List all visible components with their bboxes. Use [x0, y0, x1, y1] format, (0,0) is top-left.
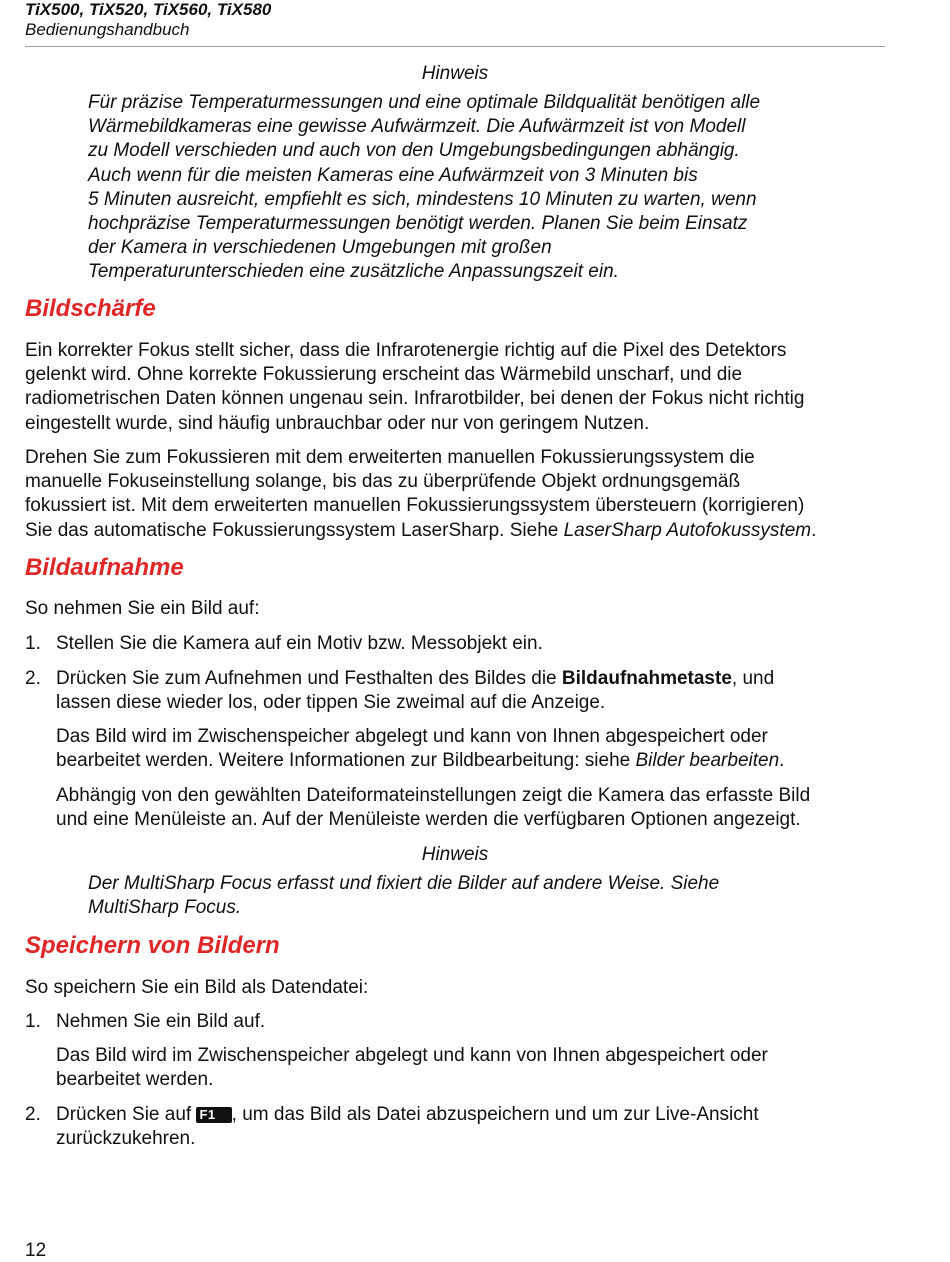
- lasersharp-link[interactable]: LaserSharp Autofokussystem: [563, 519, 812, 541]
- step-number: 2.: [25, 1104, 41, 1125]
- capture-step-1: Stellen Sie die Kamera auf ein Motiv bzw. Messobjekt ein.: [56, 633, 543, 654]
- note-label: Hinweis: [421, 63, 489, 84]
- section-heading-focus: Bildschärfe: [25, 295, 156, 322]
- f1-key-icon: F1: [196, 1107, 231, 1123]
- capture-step-2-detail-2: Abhängig von den gewählten Dateiformateinstellungen zeigt die Kamera das erfasste Bild und eine Menüleiste an. Auf der Menüleiste werden die verfügbaren Optionen angezeigt.: [56, 785, 811, 831]
- paragraph-line: eingestellt wurde, sind häufig unbrauchbar oder nur von geringem Nutzen.: [25, 412, 650, 434]
- save-step-1-detail: Das Bild wird im Zwischenspeicher abgelegt und kann von Ihnen abgespeichert oder bearbeitet werden.: [56, 1045, 768, 1091]
- note-line: Auch wenn für die meisten Kameras eine Aufwärmzeit von 3 Minuten bis: [88, 164, 698, 186]
- note-line: hochpräzise Temperaturmessungen benötigt werden. Planen Sie beim Einsatz: [88, 213, 748, 235]
- note-body: [88, 91, 848, 285]
- page-number: 12: [25, 1240, 47, 1261]
- header-divider: [25, 46, 885, 47]
- save-step-1: Nehmen Sie ein Bild auf.: [56, 1011, 266, 1032]
- step-number: 1.: [25, 633, 41, 654]
- capture-step-2: Drücken Sie zum Aufnehmen und Festhalten des Bildes die Bildaufnahmetaste, und lassen diese wieder los, oder tippen Sie zweimal auf die Anzeige.: [56, 668, 775, 714]
- paragraph-line: radiometrischen Daten können ungenau sein. Infrarotbilder, bei denen der Fokus nicht richtig: [25, 388, 805, 410]
- paragraph-line: manuelle Fokuseinstellung solange, bis das zu überprüfende Objekt ordnungsgemäß: [25, 471, 741, 493]
- note-label: Hinweis: [421, 844, 489, 865]
- save-step-2: Drücken Sie auf F1 , um das Bild als Datei abzuspeichern und um zur Live-Ansicht zurückzukehren.: [56, 1104, 759, 1150]
- capture-button-name: Bildaufnahmetaste: [561, 668, 732, 689]
- header-title: TiX500, TiX520, TiX560, TiX580: [25, 0, 272, 19]
- save-intro: So speichern Sie ein Bild als Datendatei:: [25, 977, 369, 998]
- capture-step-2-detail-1: Das Bild wird im Zwischenspeicher abgelegt und kann von Ihnen abgespeichert oder bearbeitet werden. Weitere Informationen zur Bildbearbeitung: siehe Bilder bearbeiten.: [56, 726, 785, 772]
- note-line: 5 Minuten ausreicht, empfiehlt es sich, mindestens 10 Minuten zu warten, wenn: [88, 188, 757, 210]
- section-heading-save: Speichern von Bildern: [25, 932, 280, 959]
- focus-paragraph-1: [25, 339, 895, 436]
- section-heading-capture: Bildaufnahme: [25, 554, 184, 581]
- step-number: 2.: [25, 668, 41, 689]
- paragraph-line: gelenkt wird. Ohne korrekte Fokussierung erscheint das Wärmebild unscharf, und die: [25, 364, 743, 386]
- paragraph-line: Ein korrekter Fokus stellt sicher, dass die Infrarotenergie richtig auf die Pixel des Detektors: [25, 340, 787, 361]
- note-body: Der MultiSharp Focus erfasst und fixiert die Bilder auf andere Weise. Siehe MultiSharp Focus.: [88, 873, 720, 919]
- note-line: Für präzise Temperaturmessungen und eine optimale Bildqualität benötigen alle: [88, 92, 761, 113]
- paragraph-line: fokussiert ist. Mit dem erweiterten manuellen Fokussierungssystem übersteuern (korrigieren): [25, 495, 805, 517]
- note-line: zu Modell verschieden und auch von den Umgebungsbedingungen abhängig.: [88, 140, 740, 162]
- capture-intro: So nehmen Sie ein Bild auf:: [25, 598, 260, 619]
- paragraph-line: Drehen Sie zum Fokussieren mit dem erweiterten manuellen Fokussierungssystem die: [25, 447, 755, 468]
- note-line: der Kamera in verschiedenen Umgebungen mit großen: [88, 237, 552, 259]
- step-number: 1.: [25, 1011, 41, 1032]
- paragraph-line: Sie das automatische Fokussierungssystem LaserSharp. Siehe LaserSharp Autofokussystem.: [25, 519, 817, 541]
- note-line: Temperaturunterschieden eine zusätzliche Anpassungszeit ein.: [88, 261, 619, 283]
- note-line: Wärmebildkameras eine gewisse Aufwärmzeit. Die Aufwärmzeit ist von Modell: [88, 116, 746, 138]
- header-subtitle: Bedienungshandbuch: [25, 20, 190, 39]
- focus-paragraph-2: [25, 446, 895, 543]
- edit-images-link[interactable]: Bilder bearbeiten: [635, 750, 780, 772]
